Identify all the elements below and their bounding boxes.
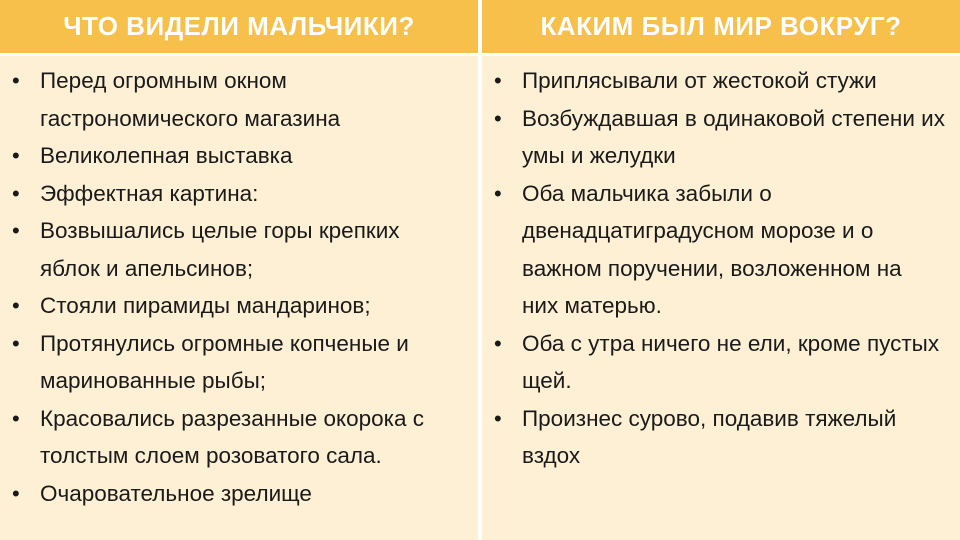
list-item: • Очаровательное зрелище bbox=[8, 475, 470, 513]
list-item: • Эффектная картина: bbox=[8, 175, 470, 213]
list-item: • Стояли пирамиды мандаринов; bbox=[8, 287, 470, 325]
list-item: • Оба мальчика забыли о двенадцатиградусном морозе и о важном поручении, возложенном на них матерью. bbox=[490, 175, 942, 325]
list-item: • Оба с утра ничего не ели, кроме пустых щей. bbox=[490, 325, 960, 400]
header-left bbox=[0, 0, 478, 56]
bullet-icon: • bbox=[12, 330, 20, 356]
list-item: • Перед огромным окном гастрономического магазина bbox=[8, 62, 420, 137]
bullet-icon: • bbox=[494, 105, 502, 131]
bullet-icon: • bbox=[12, 480, 20, 506]
header-right-text: КАКИМ БЫЛ МИР ВОКРУГ? bbox=[540, 11, 902, 41]
bullet-icon: • bbox=[12, 293, 20, 318]
bullet-icon: • bbox=[494, 180, 502, 206]
list-item: • Великолепная выставка bbox=[8, 137, 470, 175]
right-list bbox=[490, 62, 952, 475]
list-item: • Красовались разрезанные окорока с толстым слоем розоватого сала. bbox=[8, 400, 480, 475]
left-list bbox=[8, 62, 470, 512]
header-right bbox=[482, 0, 960, 56]
bullet-icon: • bbox=[12, 68, 20, 93]
bullet-icon: • bbox=[494, 405, 502, 431]
bullet-icon: • bbox=[12, 143, 20, 168]
list-item: • Приплясывали от жестокой стужи bbox=[490, 62, 952, 100]
bullet-icon: • bbox=[494, 330, 502, 356]
right-column bbox=[482, 56, 960, 540]
list-item: • Произнес сурово, подавив тяжелый вздох bbox=[490, 400, 932, 475]
list-item: • Возвышались целые горы крепких яблок и апельсинов; bbox=[8, 212, 420, 287]
bullet-icon: • bbox=[494, 68, 502, 93]
list-item: • Протянулись огромные копченые и маринованные рыбы; bbox=[8, 325, 450, 400]
bullet-icon: • bbox=[12, 180, 20, 206]
list-item: • Возбуждавшая в одинаковой степени их умы и желудки bbox=[490, 100, 960, 175]
left-column bbox=[0, 56, 478, 540]
header-left-text: ЧТО ВИДЕЛИ МАЛЬЧИКИ? bbox=[63, 11, 415, 41]
bullet-icon: • bbox=[12, 218, 20, 243]
bullet-icon: • bbox=[12, 405, 20, 431]
